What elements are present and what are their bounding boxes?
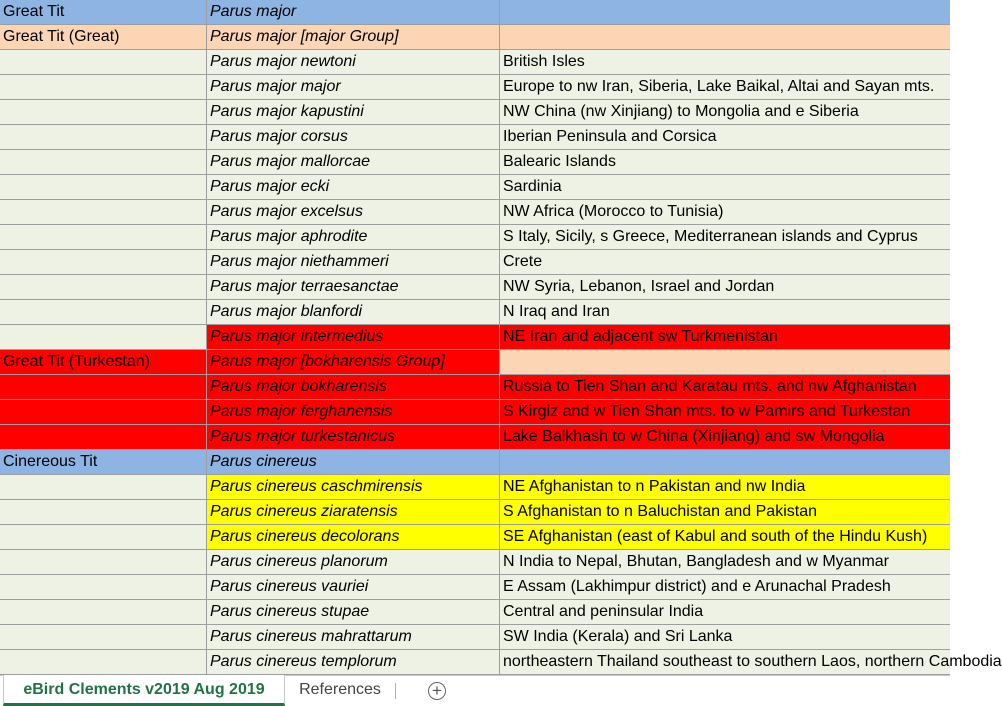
scientific-name-cell[interactable]: Parus cinereus decolorans xyxy=(207,525,500,550)
scientific-name-cell[interactable]: Parus cinereus caschmirensis xyxy=(207,475,500,500)
range-cell[interactable]: NE Iran and adjacent sw Turkmenistan xyxy=(500,325,950,350)
common-name-cell[interactable] xyxy=(0,75,207,100)
common-name-cell[interactable] xyxy=(0,625,207,650)
table-row xyxy=(0,175,950,200)
plus-circle-icon[interactable]: + xyxy=(428,682,446,700)
common-name-cell[interactable] xyxy=(0,575,207,600)
scientific-name-cell[interactable]: Parus cinereus stupae xyxy=(207,600,500,625)
range-cell[interactable]: NW China (nw Xinjiang) to Mongolia and e Siberia xyxy=(500,100,950,125)
common-name-cell[interactable] xyxy=(0,650,207,675)
range-cell[interactable] xyxy=(500,350,950,375)
scientific-name-cell[interactable]: Parus major ferghanensis xyxy=(207,400,500,425)
range-cell[interactable]: N Iraq and Iran xyxy=(500,300,950,325)
range-cell[interactable]: SW India (Kerala) and Sri Lanka xyxy=(500,625,950,650)
common-name-cell[interactable] xyxy=(0,400,207,425)
scientific-name-cell[interactable]: Parus major intermedius xyxy=(207,325,500,350)
range-cell[interactable]: northeastern Thailand southeast to southern Laos, northern Cambodia xyxy=(500,650,950,675)
range-cell[interactable]: Crete xyxy=(500,250,950,275)
range-cell[interactable]: Europe to nw Iran, Siberia, Lake Baikal, Altai and Sayan mts. xyxy=(500,75,950,100)
table-row xyxy=(0,650,1002,675)
range-cell[interactable]: NE Afghanistan to n Pakistan and nw India xyxy=(500,475,950,500)
scientific-name-cell[interactable]: Parus cinereus ziaratensis xyxy=(207,500,500,525)
scientific-name-cell[interactable]: Parus major kapustini xyxy=(207,100,500,125)
table-row xyxy=(0,600,950,625)
common-name-cell[interactable] xyxy=(0,500,207,525)
scientific-name-cell[interactable]: Parus major newtoni xyxy=(207,50,500,75)
scientific-name-cell[interactable]: Parus major xyxy=(207,0,500,25)
common-name-cell[interactable] xyxy=(0,425,207,450)
common-name-cell[interactable]: Great Tit xyxy=(0,0,207,25)
common-name-cell[interactable] xyxy=(0,150,207,175)
scientific-name-cell[interactable]: Parus major terraesanctae xyxy=(207,275,500,300)
sheet-tab-ebird-clements[interactable]: eBird Clements v2019 Aug 2019 xyxy=(3,675,285,706)
range-cell[interactable]: Central and peninsular India xyxy=(500,600,950,625)
common-name-cell[interactable] xyxy=(0,50,207,75)
common-name-cell[interactable] xyxy=(0,175,207,200)
table-row xyxy=(0,25,950,50)
common-name-cell[interactable] xyxy=(0,600,207,625)
table-row xyxy=(0,200,950,225)
range-cell[interactable] xyxy=(500,0,950,25)
common-name-cell[interactable] xyxy=(0,300,207,325)
common-name-cell[interactable] xyxy=(0,275,207,300)
common-name-cell[interactable] xyxy=(0,100,207,125)
table-row xyxy=(0,425,950,450)
scientific-name-cell[interactable]: Parus major [major Group] xyxy=(207,25,500,50)
common-name-cell[interactable]: Cinereous Tit xyxy=(0,450,207,475)
table-row xyxy=(0,450,950,475)
scientific-name-cell[interactable]: Parus cinereus vauriei xyxy=(207,575,500,600)
table-row xyxy=(0,125,950,150)
range-cell[interactable] xyxy=(500,450,950,475)
scientific-name-cell[interactable]: Parus major blanfordi xyxy=(207,300,500,325)
scientific-name-cell[interactable]: Parus major turkestanicus xyxy=(207,425,500,450)
table-row xyxy=(0,275,950,300)
range-cell[interactable]: NW Syria, Lebanon, Israel and Jordan xyxy=(500,275,950,300)
scientific-name-cell[interactable]: Parus cinereus planorum xyxy=(207,550,500,575)
table-row xyxy=(0,300,950,325)
sheet-tab-references[interactable]: References xyxy=(299,681,381,698)
range-cell[interactable]: Balearic Islands xyxy=(500,150,950,175)
scientific-name-cell[interactable]: Parus major bokharensis xyxy=(207,375,500,400)
table-row xyxy=(0,250,950,275)
common-name-cell[interactable] xyxy=(0,325,207,350)
scientific-name-cell[interactable]: Parus major aphrodite xyxy=(207,225,500,250)
scientific-name-cell[interactable]: Parus major niethammeri xyxy=(207,250,500,275)
common-name-cell[interactable] xyxy=(0,525,207,550)
scientific-name-cell[interactable]: Parus major excelsus xyxy=(207,200,500,225)
common-name-cell[interactable] xyxy=(0,475,207,500)
scientific-name-cell[interactable]: Parus cinereus templorum xyxy=(207,650,500,675)
table-row xyxy=(0,150,950,175)
scientific-name-cell[interactable]: Parus cinereus xyxy=(207,450,500,475)
scientific-name-cell[interactable]: Parus cinereus mahrattarum xyxy=(207,625,500,650)
range-cell[interactable]: S Afghanistan to n Baluchistan and Pakistan xyxy=(500,500,950,525)
common-name-cell[interactable] xyxy=(0,200,207,225)
sheet-tab-bar xyxy=(0,675,950,706)
table-row xyxy=(0,400,950,425)
range-cell[interactable]: S Italy, Sicily, s Greece, Mediterranean islands and Cyprus xyxy=(500,225,950,250)
table-row xyxy=(0,575,950,600)
table-row xyxy=(0,500,950,525)
common-name-cell[interactable] xyxy=(0,125,207,150)
range-cell[interactable]: N India to Nepal, Bhutan, Bangladesh and w Myanmar xyxy=(500,550,950,575)
table-row xyxy=(0,550,950,575)
table-row xyxy=(0,525,950,550)
table-row xyxy=(0,350,950,375)
common-name-cell[interactable]: Great Tit (Great) xyxy=(0,25,207,50)
range-cell[interactable]: Lake Balkhash to w China (Xinjiang) and sw Mongolia xyxy=(500,425,950,450)
common-name-cell[interactable] xyxy=(0,225,207,250)
scientific-name-cell[interactable]: Parus major [bokharensis Group] xyxy=(207,350,500,375)
common-name-cell[interactable] xyxy=(0,550,207,575)
table-row xyxy=(0,50,950,75)
table-row xyxy=(0,75,950,100)
common-name-cell[interactable] xyxy=(0,375,207,400)
tab-divider xyxy=(395,683,396,699)
range-cell[interactable]: S Kirgiz and w Tien Shan mts. to w Pamirs and Turkestan xyxy=(500,400,950,425)
range-cell[interactable]: SE Afghanistan (east of Kabul and south of the Hindu Kush) xyxy=(500,525,950,550)
range-cell[interactable]: Sardinia xyxy=(500,175,950,200)
table-row xyxy=(0,0,950,25)
range-cell[interactable] xyxy=(500,25,950,50)
range-cell[interactable]: British Isles xyxy=(500,50,950,75)
scientific-name-cell[interactable]: Parus major ecki xyxy=(207,175,500,200)
range-cell[interactable]: Russia to Tien Shan and Karatau mts. and nw Afghanistan xyxy=(500,375,950,400)
table-row xyxy=(0,325,950,350)
scientific-name-cell[interactable]: Parus major corsus xyxy=(207,125,500,150)
table-row xyxy=(0,475,950,500)
range-cell[interactable]: Iberian Peninsula and Corsica xyxy=(500,125,950,150)
scientific-name-cell[interactable]: Parus major major xyxy=(207,75,500,100)
table-row xyxy=(0,225,950,250)
range-cell[interactable]: E Assam (Lakhimpur district) and e Arunachal Pradesh xyxy=(500,575,950,600)
scientific-name-cell[interactable]: Parus major mallorcae xyxy=(207,150,500,175)
range-cell[interactable]: NW Africa (Morocco to Tunisia) xyxy=(500,200,950,225)
table-row xyxy=(0,625,950,650)
table-row xyxy=(0,375,950,400)
common-name-cell[interactable] xyxy=(0,250,207,275)
common-name-cell[interactable]: Great Tit (Turkestan) xyxy=(0,350,207,375)
table-row xyxy=(0,100,950,125)
